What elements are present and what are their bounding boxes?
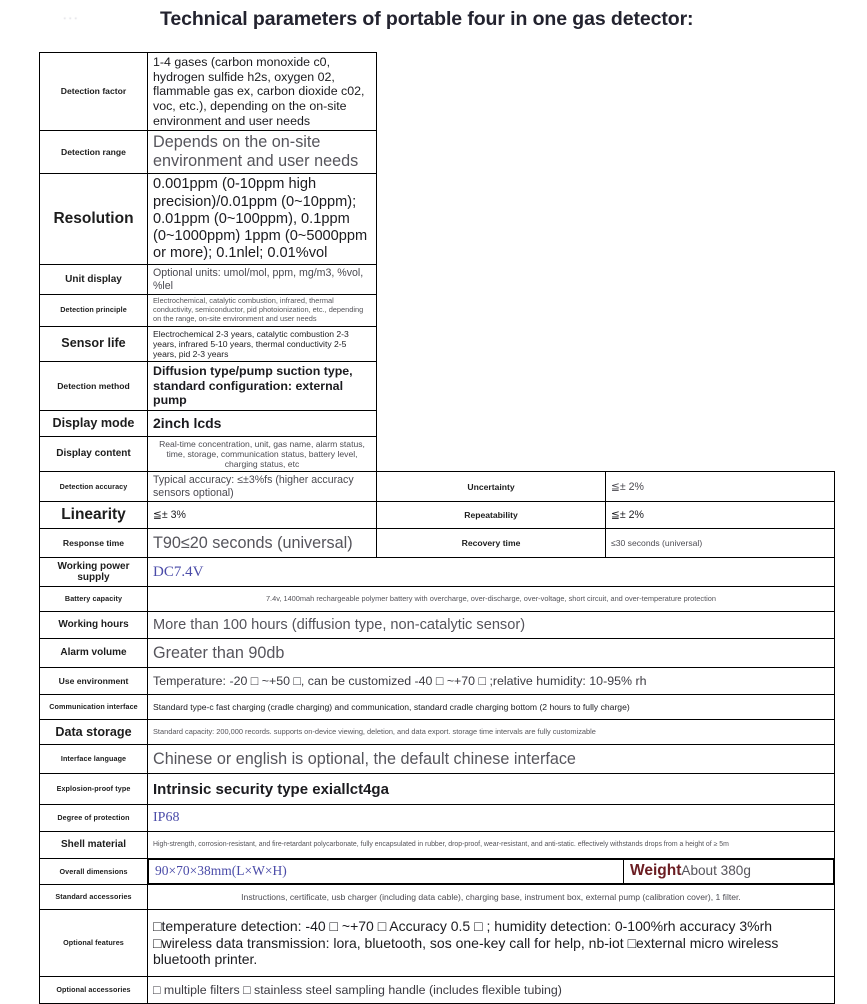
row-label-sensor-life: Sensor life: [40, 326, 148, 361]
table-row: [40, 326, 835, 361]
row-label-detection-accuracy: Detection accuracy: [40, 472, 148, 502]
row-label-working-power-supply: Working power supply: [40, 558, 148, 587]
row-value-response-time: T90≤20 seconds (universal): [148, 529, 377, 558]
row-label-resolution: Resolution: [40, 174, 148, 265]
row-value-detection-method: Diffusion type/pump suction type, standard configuration: external pump: [148, 362, 377, 411]
row-label-detection-principle: Detection principle: [40, 295, 148, 326]
row-label-working-hours: Working hours: [40, 612, 148, 639]
row-label-battery-capacity: Battery capacity: [40, 587, 148, 612]
row-label-uncertainty: Uncertainty: [377, 472, 606, 502]
row-value-detection-range: Depends on the on-site environment and user needs: [148, 131, 377, 174]
page-title: Technical parameters of portable four in one gas detector:: [160, 8, 694, 30]
table-row: [40, 639, 835, 668]
row-value-working-hours: More than 100 hours (diffusion type, non-catalytic sensor): [148, 612, 835, 639]
row-value-interface-language: Chinese or english is optional, the default chinese interface: [148, 745, 835, 774]
table-row: [40, 174, 835, 265]
row-value-use-environment: Temperature: -20 □ ~+50 □, can be customized -40 □ ~+70 □ ;relative humidity: 10-95% rh: [148, 668, 835, 695]
table-row: [40, 529, 835, 558]
table-row: [40, 502, 835, 529]
table-row: [40, 295, 835, 326]
row-label-detection-method: Detection method: [40, 362, 148, 411]
row-value-standard-accessories: Instructions, certificate, usb charger (including data cable), charging base, instrument box, external pump (calibration cover), 1 filter.: [148, 885, 835, 910]
row-value-display-mode: 2inch lcds: [148, 410, 377, 436]
row-label-display-content: Display content: [40, 436, 148, 471]
row-label-overall-dimensions: Overall dimensions: [40, 859, 148, 885]
row-value-battery-capacity: 7.4v, 1400mah rechargeable polymer battery with overcharge, over-discharge, over-voltage, short circuit, and over-temperature protection: [148, 587, 835, 612]
row-value-unit-display: Optional units: umol/mol, ppm, mg/m3, %vol, %lel: [148, 265, 377, 295]
table-row: [40, 832, 835, 859]
watermark: ···: [63, 12, 80, 25]
row-label-repeatability: Repeatability: [377, 502, 606, 529]
row-value-alarm-volume: Greater than 90db: [148, 639, 835, 668]
row-value-degree-of-protection: IP68: [148, 805, 835, 832]
specifications-table: [39, 52, 835, 1004]
table-row: [40, 720, 835, 745]
table-row: [40, 885, 835, 910]
table-row: [40, 472, 835, 502]
table-row: [40, 131, 835, 174]
weight-label: Weight: [630, 862, 682, 880]
row-label-optional-features: Optional features: [40, 910, 148, 977]
page-header: [0, 0, 867, 48]
row-value-sensor-life: Electrochemical 2-3 years, catalytic combustion 2-3 years, infrared 5-10 years, thermal conductivity 2-5 years, pid 2-3 years: [148, 326, 377, 361]
row-label-data-storage: Data storage: [40, 720, 148, 745]
row-value-display-content: Real-time concentration, unit, gas name, alarm status, time, storage, communication status, battery level, charging status, etc: [148, 436, 377, 471]
table-row: [40, 977, 835, 1004]
table-row: [40, 265, 835, 295]
row-label-detection-range: Detection range: [40, 131, 148, 174]
table-row: [40, 805, 835, 832]
row-value-optional-accessories: □ multiple filters □ stainless steel sampling handle (includes flexible tubing): [148, 977, 835, 1004]
row-label-detection-factor: Detection factor: [40, 53, 148, 131]
row-label-optional-accessories: Optional accessories: [40, 977, 148, 1004]
row-label-interface-language: Interface language: [40, 745, 148, 774]
row-value-resolution: 0.001ppm (0-10ppm high precision)/0.01ppm (0~10ppm); 0.01ppm (0~100ppm), 0.1ppm (0~1000ppm) 1ppm (0~5000ppm or more); 0.1nlel; 0.01%vol: [148, 174, 377, 265]
row-label-explosion-proof-type: Explosion-proof type: [40, 774, 148, 805]
row-value-dimensions-weight-cell: [148, 859, 835, 885]
row-value-communication-interface: Standard type-c fast charging (cradle charging) and communication, standard cradle charging bottom (2 hours to fully charge): [148, 695, 835, 720]
row-value-working-power-supply: DC7.4V: [148, 558, 835, 587]
row-value-optional-features: □temperature detection: -40 □ ~+70 □ Accuracy 0.5 □ ; humidity detection: 0-100%rh accuracy 3%rh □wireless data transmission: lora, bluetooth, sos one-key call for help, nb-iot □external micro wireless bluetooth printer.: [148, 910, 835, 977]
row-label-shell-material: Shell material: [40, 832, 148, 859]
row-label-recovery-time: Recovery time: [377, 529, 606, 558]
table-row: [40, 436, 835, 471]
row-label-standard-accessories: Standard accessories: [40, 885, 148, 910]
row-label-linearity: Linearity: [40, 502, 148, 529]
row-value-detection-principle: Electrochemical, catalytic combustion, infrared, thermal conductivity, semiconductor, pid photoionization, etc., depending on the range, on-site environment and user needs: [148, 295, 377, 326]
row-value-data-storage: Standard capacity: 200,000 records. supports on-device viewing, deletion, and data export. storage time intervals are fully customizable: [148, 720, 835, 745]
row-label-response-time: Response time: [40, 529, 148, 558]
row-label-communication-interface: Communication interface: [40, 695, 148, 720]
row-value-repeatability: ≦± 2%: [606, 502, 835, 529]
row-label-use-environment: Use environment: [40, 668, 148, 695]
table-row: [40, 695, 835, 720]
table-row: [40, 668, 835, 695]
table-row: [40, 774, 835, 805]
row-label-degree-of-protection: Degree of protection: [40, 805, 148, 832]
table-row: [40, 745, 835, 774]
row-value-linearity: ≦± 3%: [148, 502, 377, 529]
overall-dimensions-value: 90×70×38mm(L×W×H): [155, 863, 287, 879]
table-row: [40, 410, 835, 436]
row-value-recovery-time: ≤30 seconds (universal): [606, 529, 835, 558]
row-label-alarm-volume: Alarm volume: [40, 639, 148, 668]
table-row: [40, 612, 835, 639]
row-label-display-mode: Display mode: [40, 410, 148, 436]
table-row: [40, 587, 835, 612]
row-value-detection-accuracy: Typical accuracy: ≤±3%fs (higher accuracy sensors optional): [148, 472, 377, 502]
row-value-uncertainty: ≦± 2%: [606, 472, 835, 502]
weight-value: About 380g: [681, 863, 751, 879]
row-value-explosion-proof-type: Intrinsic security type exiallct4ga: [148, 774, 835, 805]
row-value-shell-material: High-strength, corrosion-resistant, and fire-retardant polycarbonate, fully encapsulated in rubber, drop-proof, wear-resistant, and anti-static. effectively withstands drops from a height of ≥ 5m: [148, 832, 835, 859]
table-row: [40, 859, 835, 885]
table-row: [40, 362, 835, 411]
row-value-detection-factor: 1-4 gases (carbon monoxide c0, hydrogen sulfide h2s, oxygen 02, flammable gas ex, carbon dioxide c02, voc, etc.), depending on the on-site environment and user needs: [148, 53, 377, 131]
table-row: [40, 910, 835, 977]
table-row: [40, 558, 835, 587]
row-label-unit-display: Unit display: [40, 265, 148, 295]
table-row: [40, 53, 835, 131]
